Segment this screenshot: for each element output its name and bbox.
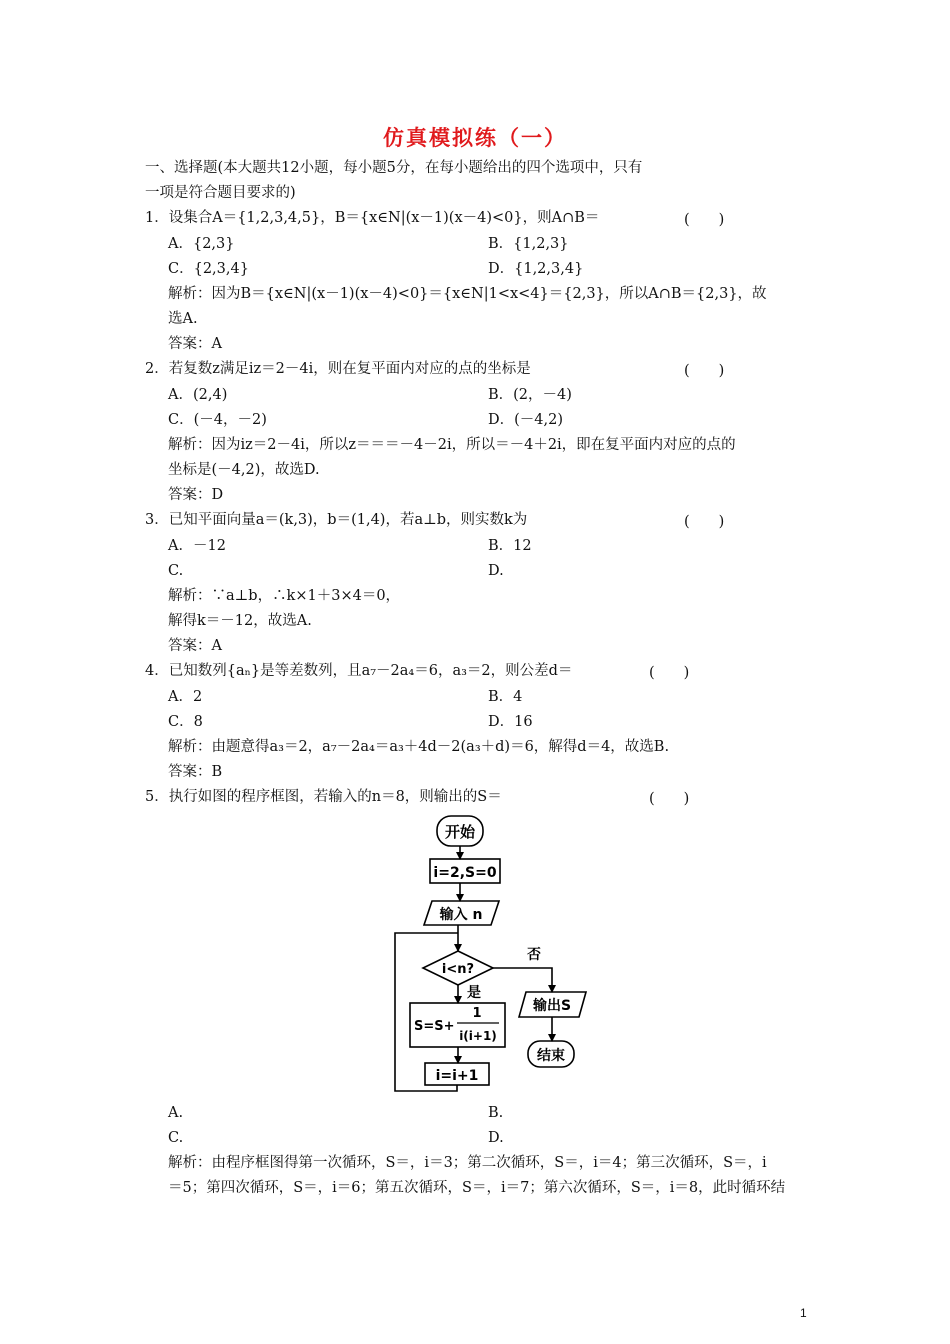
q3-explanation-1: 解析：∵a⊥b，∴k×1＋3×4＝0， bbox=[168, 588, 401, 604]
flow-condition-label: i<n? bbox=[441, 962, 475, 977]
q1-option-b: B．{1,2,3} bbox=[488, 236, 569, 252]
flow-init-label: i=2,S=0 bbox=[433, 865, 497, 881]
page-number: 1 bbox=[800, 1306, 807, 1320]
q3-option-d: D. bbox=[488, 563, 504, 579]
flow-no-label: 否 bbox=[527, 947, 541, 963]
flow-end-label: 结束 bbox=[537, 1048, 565, 1064]
q5-option-c: C. bbox=[168, 1130, 184, 1146]
q3-answer: 答案：A bbox=[168, 638, 222, 654]
program-flowchart bbox=[385, 813, 595, 1095]
flow-increment-label: i=i+1 bbox=[435, 1068, 479, 1084]
q2-option-d: D．(－4,2) bbox=[488, 412, 563, 428]
q5-option-b: B. bbox=[488, 1105, 504, 1121]
q1-option-c: C．{2,3,4} bbox=[168, 261, 249, 277]
q1-answer-paren: ( ) bbox=[684, 212, 725, 228]
q5-explanation-2: ＝5；第四次循环，S＝，i＝6；第五次循环，S＝，i＝7；第六次循环，S＝，i＝8，此时循环结 bbox=[168, 1180, 786, 1196]
q3-option-a: A．－12 bbox=[168, 538, 226, 554]
q1-explanation-2: 选A. bbox=[168, 311, 198, 327]
q5-option-a: A. bbox=[168, 1105, 184, 1121]
q2-answer-paren: ( ) bbox=[684, 363, 725, 379]
q2-stem: 2．若复数z满足iz＝2－4i，则在复平面内对应的点的坐标是 bbox=[145, 361, 531, 377]
flow-start-label: 开始 bbox=[444, 823, 476, 841]
q2-option-c: C．(－4，－2) bbox=[168, 412, 267, 428]
q2-option-a: A．(2,4) bbox=[168, 387, 228, 403]
q5-stem: 5．执行如图的程序框图，若输入的n＝8，则输出的S＝ bbox=[145, 789, 502, 805]
section-intro-line1: 一、选择题(本大题共12小题，每小题5分，在每小题给出的四个选项中，只有 bbox=[145, 160, 643, 176]
q3-explanation-2: 解得k＝－12，故选A. bbox=[168, 613, 312, 629]
q5-option-d: D. bbox=[488, 1130, 504, 1146]
q4-stem: 4．已知数列{aₙ}是等差数列，且a₇－2a₄＝6，a₃＝2，则公差d＝ bbox=[145, 663, 573, 679]
q1-stem: 1．设集合A＝{1,2,3,4,5}，B＝{x∈N|(x－1)(x－4)<0}，则A∩B＝ bbox=[145, 210, 600, 226]
section-intro-line2: 一项是符合题目要求的) bbox=[145, 185, 296, 201]
q5-answer-paren: ( ) bbox=[649, 791, 690, 807]
q2-explanation-2: 坐标是(－4,2)，故选D. bbox=[168, 462, 320, 478]
flow-fraction-denominator: i(i+1) bbox=[459, 1029, 497, 1043]
q3-stem: 3．已知平面向量a＝(k,3)，b＝(1,4)，若a⊥b，则实数k为 bbox=[145, 512, 528, 528]
q2-explanation-1: 解析：因为iz＝2－4i，所以z＝＝＝－4－2i，所以＝－4＋2i，即在复平面内对应的点的 bbox=[168, 437, 736, 453]
q1-option-d: D．{1,2,3,4} bbox=[488, 261, 584, 277]
flow-yes-label: 是 bbox=[467, 985, 481, 1001]
q4-option-a: A．2 bbox=[168, 689, 203, 705]
flow-output-label: 输出S bbox=[532, 998, 572, 1014]
q4-explanation-1: 解析：由题意得a₃＝2，a₇－2a₄＝a₃＋4d－2(a₃＋d)＝6，解得d＝4，故选B. bbox=[168, 739, 670, 755]
q4-option-b: B．4 bbox=[488, 689, 523, 705]
q5-explanation-1: 解析：由程序框图得第一次循环，S＝，i＝3；第二次循环，S＝，i＝4；第三次循环，S＝，i bbox=[168, 1155, 767, 1171]
q4-answer: 答案：B bbox=[168, 764, 223, 780]
q1-answer: 答案：A bbox=[168, 336, 222, 352]
q3-option-b: B．12 bbox=[488, 538, 532, 554]
flow-fraction-numerator: 1 bbox=[472, 1006, 482, 1021]
q2-answer: 答案：D bbox=[168, 487, 224, 503]
page-title: 仿真模拟练（一） bbox=[383, 125, 567, 150]
flow-update-label: S=S+ bbox=[414, 1019, 455, 1034]
q3-option-c: C. bbox=[168, 563, 184, 579]
q4-option-d: D．16 bbox=[488, 714, 533, 730]
q2-option-b: B．(2，－4) bbox=[488, 387, 572, 403]
q4-answer-paren: ( ) bbox=[649, 665, 690, 681]
q1-explanation-1: 解析：因为B＝{x∈N|(x－1)(x－4)<0}＝{x∈N|1<x<4}＝{2,3}，所以A∩B＝{2,3}，故 bbox=[168, 286, 767, 302]
q4-option-c: C．8 bbox=[168, 714, 203, 730]
q1-option-a: A．{2,3} bbox=[168, 236, 235, 252]
flow-input-label: 输入 n bbox=[439, 907, 483, 923]
q3-answer-paren: ( ) bbox=[684, 514, 725, 530]
